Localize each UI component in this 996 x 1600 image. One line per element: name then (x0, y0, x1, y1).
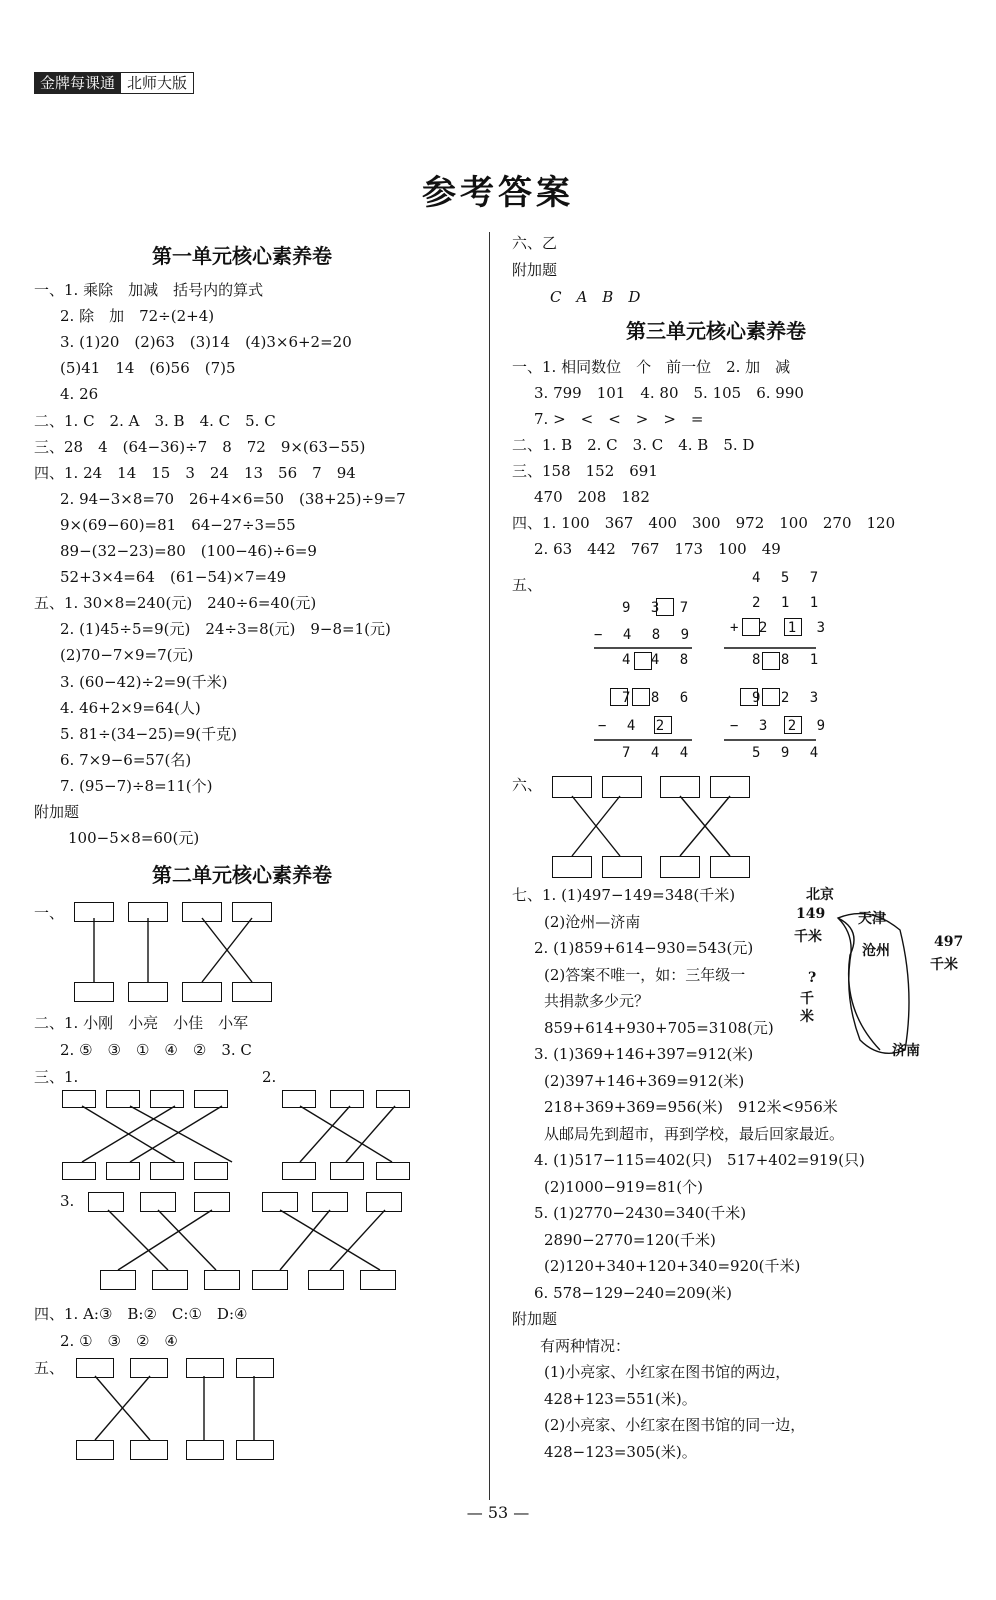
u3-line-4: 三、158 152 691 (512, 462, 658, 480)
answer-box-12 (62, 1162, 96, 1180)
answer-box-30 (204, 1270, 240, 1290)
u3q7-line-12: 5. (1)2770−2430=340(千米) (534, 1204, 747, 1222)
answer-box-37 (236, 1358, 274, 1378)
answer-box-34 (76, 1358, 114, 1378)
answer-box-47 (602, 856, 642, 878)
calc4-result: 5 9 4 (752, 745, 825, 761)
u3-line-1: 3. 799 101 4. 80 5. 105 6. 990 (534, 384, 804, 402)
brand-label: 金牌每课通 (34, 72, 121, 94)
answer-box-4 (74, 982, 114, 1002)
answer-box-21 (376, 1162, 410, 1180)
u1-line-18: 6. 7×9−6=57(名) (60, 750, 192, 769)
u1-line-17: 5. 81÷(34−25)=9(千克) (60, 724, 237, 743)
u1-line-8: 2. 94−3×8=70 26+4×6=50 (38+25)÷9=7 (60, 489, 406, 508)
answer-box-55 (610, 688, 628, 706)
u3q7-line-1: (2)沧州—济南 (544, 912, 641, 931)
answer-box-3 (232, 902, 272, 922)
answer-box-48 (660, 856, 700, 878)
u1-line-13: 2. (1)45÷5=9(元) 24÷3=8(元) 9−8=1(元) (60, 620, 391, 639)
answer-box-11 (194, 1090, 228, 1108)
u3-line-5: 470 208 182 (534, 488, 650, 506)
u3-line-7: 2. 63 442 767 173 100 49 (534, 540, 781, 558)
calc1-result: 4 4 8 (622, 652, 695, 668)
answer-box-7 (232, 982, 272, 1002)
unit2-q4b: 2. ① ③ ② ④ (60, 1332, 178, 1350)
calc1-top: 9 3 7 (622, 600, 695, 616)
u3-line-0: 一、1. 相同数位 个 前一位 2. 加 减 (512, 358, 791, 376)
answer-box-43 (602, 776, 642, 798)
map-jinan: 济南 (892, 1043, 920, 1059)
u3q7-line-10: 4. (1)517−115=402(只) 517+402=919(只) (534, 1151, 865, 1169)
answer-box-31 (252, 1270, 288, 1290)
u3q7-line-18: (1)小亮家、小红家在图书馆的两边， (544, 1363, 791, 1381)
map-dist-497: 497 (934, 934, 964, 950)
answer-box-14 (150, 1162, 184, 1180)
answer-box-54 (762, 652, 780, 670)
answer-box-5 (128, 982, 168, 1002)
answer-box-39 (130, 1440, 168, 1460)
answer-box-46 (552, 856, 592, 878)
answer-box-1 (128, 902, 168, 922)
answer-box-9 (106, 1090, 140, 1108)
u3q7-line-6: 3. (1)369+146+397=912(米) (534, 1045, 754, 1063)
answer-box-38 (76, 1440, 114, 1460)
answer-box-57 (654, 716, 672, 734)
u1-line-9: 9×(69−60)=81 64−27÷3=55 (60, 515, 296, 534)
u3q7-line-7: (2)397+146+369=912(米) (544, 1071, 745, 1090)
unit1-heading: 第一单元核心素养卷 (152, 244, 332, 268)
answer-box-28 (100, 1270, 136, 1290)
u3q7-line-5: 859+614+930+705=3108(元) (544, 1018, 774, 1037)
u3q7-line-8: 218+369+369=956(米) 912米<956米 (544, 1098, 838, 1116)
u1-line-1: 2. 除 加 72÷(2+4) (60, 307, 215, 326)
answer-box-17 (330, 1090, 364, 1108)
u1-line-21: 100−5×8=60(元) (68, 829, 200, 848)
map-unit-km-2: 千米 (930, 957, 958, 973)
u3q7-line-17: 有两种情况： (540, 1336, 631, 1355)
u3q7-line-15: 6. 578−129−240=209(米) (534, 1283, 733, 1302)
u1-line-11: 52+3×4=64 (61−54)×7=49 (60, 568, 287, 587)
answer-box-23 (140, 1192, 176, 1212)
calc4-top: 9 2 3 (752, 690, 825, 706)
answer-box-42 (552, 776, 592, 798)
answer-box-35 (130, 1358, 168, 1378)
unit2-heading: 第二单元核心素养卷 (152, 863, 332, 887)
u3-line-2: 7. > < < > > = (534, 410, 704, 428)
answer-box-36 (186, 1358, 224, 1378)
map-unit-km-1: 千米 (794, 929, 822, 945)
calc3-top: 7 8 6 (622, 690, 695, 706)
u3q7-line-2: 2. (1)859+614−930=543(元) (534, 939, 754, 957)
unit2-q1-label: 一、 (34, 904, 65, 922)
answer-box-0 (74, 902, 114, 922)
answer-box-59 (762, 688, 780, 706)
answer-box-51 (634, 652, 652, 670)
answer-box-40 (186, 1440, 224, 1460)
u3q7-line-4: 共捐款多少元？ (544, 992, 650, 1010)
answer-box-56 (632, 688, 650, 706)
answer-box-45 (710, 776, 750, 798)
u1-line-10: 89−(32−23)=80 (100−46)÷6=9 (60, 542, 317, 560)
u1-line-14: (2)70−7×9=7(元) (60, 646, 194, 665)
u3q7-line-13: 2890−2770=120(千米) (544, 1230, 716, 1249)
u3q7-line-3: (2)答案不唯一，如：三年级一 (544, 965, 746, 984)
right-bonus-answer: C A B D (550, 288, 641, 306)
answer-box-2 (182, 902, 222, 922)
u3q7-line-11: (2)1000−919=81(个) (544, 1177, 703, 1196)
u1-line-3: (5)41 14 (6)56 (7)5 (60, 359, 236, 378)
map-cangzhou: 沧州 (862, 943, 890, 959)
answer-box-29 (152, 1270, 188, 1290)
calc3-result: 7 4 4 (622, 745, 695, 761)
answer-box-15 (194, 1162, 228, 1180)
u1-line-5: 二、1. C 2. A 3. B 4. C 5. C (34, 411, 276, 430)
map-unknown: ? (808, 970, 817, 986)
map-tianjin: 天津 (858, 911, 886, 927)
calc3-sub: − 4 2 (598, 718, 671, 734)
answer-box-41 (236, 1440, 274, 1460)
right-bonus-label: 附加题 (512, 261, 558, 279)
unit2-q3-3-label: 3. (60, 1192, 75, 1210)
answer-box-44 (660, 776, 700, 798)
answer-box-52 (742, 618, 760, 636)
answer-box-53 (784, 618, 802, 636)
u3q7-line-9: 从邮局先到超市，再到学校，最后回家最近。 (544, 1124, 845, 1143)
answer-box-6 (182, 982, 222, 1002)
calc2-result: 8 8 1 (752, 652, 825, 668)
u3q7-line-16: 附加题 (512, 1310, 558, 1328)
u1-line-15: 3. (60−42)÷2=9(千米) (60, 672, 228, 691)
u1-line-4: 4. 26 (60, 385, 99, 404)
edition-label: 北师大版 (121, 72, 194, 94)
u1-line-6: 三、28 4 (64−36)÷7 8 72 9×(63−55) (34, 437, 366, 456)
u1-line-20: 附加题 (34, 803, 80, 821)
u1-line-16: 4. 46+2×9=64(人) (60, 698, 201, 717)
page-title: 参考答案 (422, 173, 574, 213)
answer-box-26 (312, 1192, 348, 1212)
answer-box-50 (656, 598, 674, 616)
calc4-sub: − 3 2 9 (730, 718, 832, 734)
unit2-q5-label: 五、 (34, 1359, 65, 1377)
unit2-q2b: 2. ⑤ ③ ① ④ ② 3. C (60, 1041, 252, 1059)
answer-box-24 (194, 1192, 230, 1212)
map-dist-149: 149 (796, 906, 826, 922)
answer-box-18 (376, 1090, 410, 1108)
map-unit-km-3: 千米 (800, 991, 814, 1025)
u3q7-line-14: (2)120+340+120+340=920(千米) (544, 1257, 801, 1275)
u3q7-line-20: (2)小亮家、小红家在图书馆的同一边， (544, 1416, 806, 1434)
calc2-top: 4 5 7 (752, 570, 825, 586)
unit2-q2a: 二、1. 小刚 小亮 小佳 小军 (34, 1014, 249, 1032)
u1-line-2: 3. (1)20 (2)63 (3)14 (4)3×6+2=20 (60, 333, 352, 352)
unit3-q6-label: 六、 (512, 776, 543, 794)
unit2-q3-1-label: 三、1. (34, 1068, 79, 1086)
calc2-add: + 2 1 3 (730, 620, 832, 636)
u1-line-0: 一、1. 乘除 加减 括号内的算式 (34, 281, 264, 299)
unit2-q3-2-label: 2. (262, 1068, 277, 1086)
answer-box-27 (366, 1192, 402, 1212)
answer-box-10 (150, 1090, 184, 1108)
calc1-sub: − 4 8 9 (594, 627, 696, 643)
answer-box-33 (360, 1270, 396, 1290)
answer-box-25 (262, 1192, 298, 1212)
map-beijing: 北京 (806, 887, 834, 903)
u1-line-19: 7. (95−7)÷8=11(个) (60, 776, 213, 795)
answer-box-32 (308, 1270, 344, 1290)
answer-box-19 (282, 1162, 316, 1180)
u3q7-line-21: 428−123=305(米)。 (544, 1442, 697, 1461)
answer-box-22 (88, 1192, 124, 1212)
u3q7-line-0: 七、1. (1)497−149=348(千米) (512, 886, 736, 904)
u3q7-line-19: 428+123=551(米)。 (544, 1389, 697, 1408)
calc2-mid: 2 1 1 (752, 595, 825, 611)
unit3-q5-label: 五、 (512, 576, 543, 594)
u1-line-7: 四、1. 24 14 15 3 24 13 56 7 94 (34, 463, 356, 482)
answer-box-20 (330, 1162, 364, 1180)
answer-box-60 (784, 716, 802, 734)
answer-box-13 (106, 1162, 140, 1180)
unit3-heading: 第三单元核心素养卷 (626, 319, 806, 343)
unit2-q4a: 四、1. A:③ B:② C:① D:④ (34, 1305, 248, 1323)
u3-line-3: 二、1. B 2. C 3. C 4. B 5. D (512, 436, 755, 454)
answer-box-8 (62, 1090, 96, 1108)
answer-box-16 (282, 1090, 316, 1108)
answer-box-49 (710, 856, 750, 878)
u3-line-6: 四、1. 100 367 400 300 972 100 270 120 (512, 514, 896, 532)
answer-box-58 (740, 688, 758, 706)
u1-line-12: 五、1. 30×8=240(元) 240÷6=40(元) (34, 594, 317, 613)
page-number: — 53 — (466, 1503, 530, 1522)
right-q6: 六、乙 (512, 234, 558, 252)
